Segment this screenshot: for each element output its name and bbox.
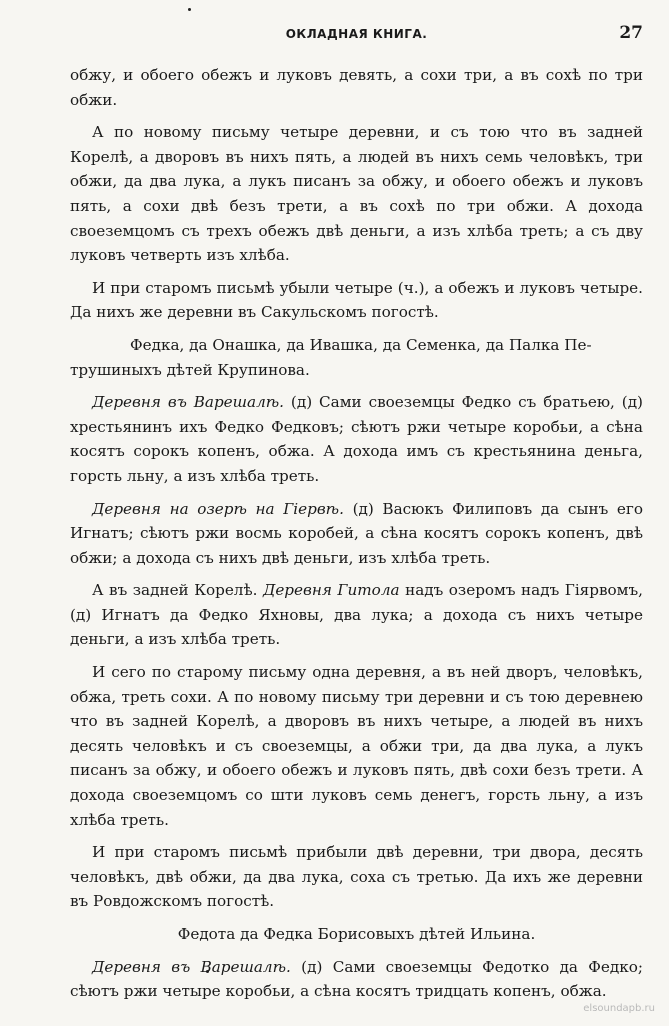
village-entry: А въ задней Корелѣ. Деревня Гитола надъ озеромъ надъ Гіярвомъ, (д) Игнатъ да Федко Яхновы, два лука; а дохода съ нихъ четыре деньги, а изъ хлѣба треть. bbox=[70, 581, 643, 649]
paragraph: А по новому письму четыре деревни, и съ тою что въ задней Корелѣ, а дворовъ въ нихъ пять, а людей въ нихъ семь человѣкъ, три обжи, да два лука, а лукъ писанъ за обжу, и обоего обежъ и луковъ пять, а сохи двѣ безъ трети, а въ сохѣ по три обжи. А дохода своеземцомъ съ трехъ обежъ двѣ деньги, а изъ хлѣба треть; а съ дву луковъ четверть изъ хлѣба. bbox=[70, 123, 643, 265]
speck-mark bbox=[188, 8, 191, 11]
village-name: Деревня на озерѣ на Гіервѣ. bbox=[92, 499, 344, 518]
village-name: Деревня Гитола bbox=[262, 581, 400, 600]
paragraph: И сего по старому письму одна деревня, а въ ней дворъ, человѣкъ, обжа, треть сохи. А по новому письму три деревни и съ тою деревнею что въ задней Корелѣ, а дворовъ въ нихъ четыре, а людей въ нихъ десять человѣкъ и съ своеземцы, а обжи три, да два лука, а лукъ писанъ за обжу, и обоего обежъ и луковъ пять, двѣ сохи безъ трети. А дохода своеземцомъ со шти луковъ семь денегъ, горсть льну, а изъ хлѣба треть. bbox=[70, 663, 643, 829]
paragraph-continuation: обжу, и обоего обежъ и луковъ девять, а сохи три, а въ сохѣ по три обжи. bbox=[70, 66, 643, 109]
village-entry: Деревня на озерѣ на Гіервѣ. (д) Васюкъ Филиповъ да сынъ его Игнатъ; сѣютъ ржи восмь коробей, а сѣна косятъ сорокъ копенъ, двѣ обжи; а дохода съ нихъ двѣ деньги, изъ хлѣба треть. bbox=[70, 499, 644, 567]
watermark: elsoundapb.ru bbox=[583, 1003, 655, 1014]
paragraph: И при старомъ письмѣ прибыли двѣ деревни, три двора, десять человѣкъ, двѣ обжи, да два лука, соха съ третью. Да ихъ же деревни въ Ровдожскомъ погостѣ. bbox=[70, 843, 643, 911]
paragraph: И при старомъ письмѣ убыли четыре (ч.), а обежъ и луковъ четыре. Да нихъ же деревни въ Сакульскомъ погостѣ. bbox=[70, 278, 643, 322]
village-entry: Деревня въ Варешалѣ. (д) Сами своеземцы Федотко да Федко; сѣютъ ржи четыре коробьи, а сѣна косятъ тридцать копенъ, обжа. bbox=[70, 957, 644, 1001]
page-number: 27 bbox=[619, 23, 643, 43]
owners-heading: Федота да Федка Борисовыхъ дѣтей Ильина. bbox=[177, 925, 536, 943]
running-head: ОКЛАДНАЯ КНИГА. bbox=[285, 27, 428, 41]
village-entry: Деревня въ Варешалѣ. (д) Сами своеземцы Федко съ братьею, (д) хрестьянинъ ихъ Федко Федковъ; сѣютъ ржи четыре коробьи, а сѣна косятъ сорокъ копенъ, обжа. А дохода имъ съ крестьянина деньга, горсть льну, а изъ хлѣба треть. bbox=[70, 393, 643, 485]
page-header bbox=[70, 23, 643, 47]
village-name: Деревня въ Варешалѣ. bbox=[92, 393, 285, 412]
page-body bbox=[70, 63, 643, 1012]
owners-heading: Федка, да Онашка, да Ивашка, да Семенка, да Палка Пе- трушиныхъ дѣтей Крупинова. bbox=[70, 335, 592, 379]
village-name: Деревня въ Варешалѣ. bbox=[92, 957, 291, 976]
